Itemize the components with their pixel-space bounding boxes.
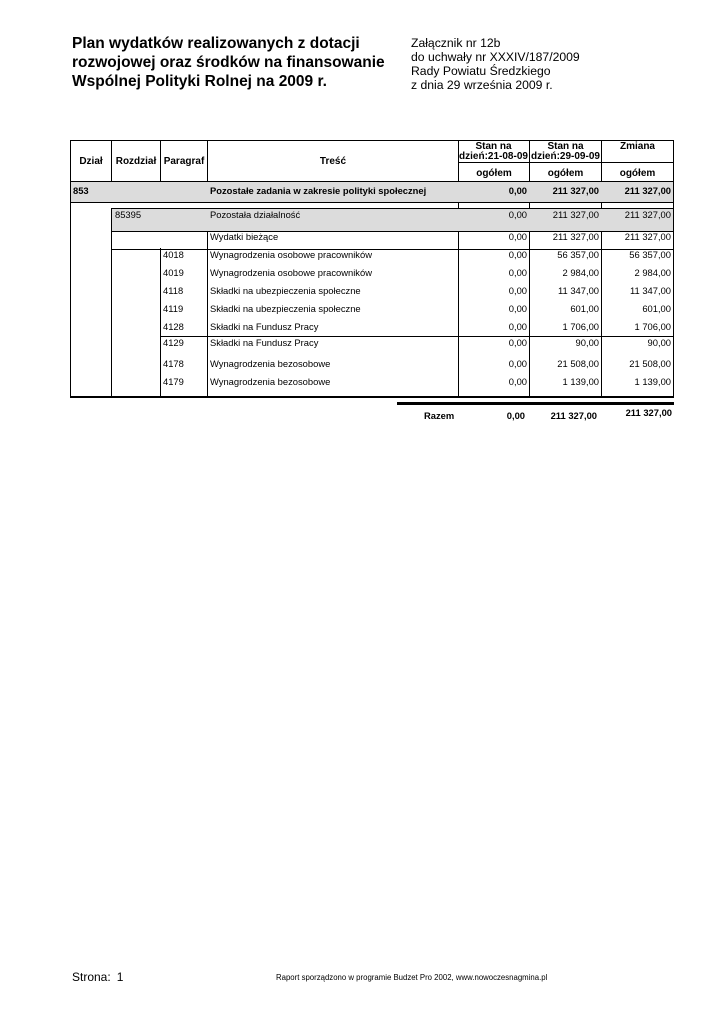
cell-paragraf: 4129 xyxy=(163,337,184,348)
table-row xyxy=(160,318,673,337)
cell-zmiana: 2 984,00 xyxy=(634,267,671,278)
cell-rozdzial xyxy=(112,182,160,200)
cell-tresc: Składki na ubezpieczenia społeczne xyxy=(210,303,361,314)
cell-paragraf: 4019 xyxy=(163,267,184,278)
cell-zmiana: 11 347,00 xyxy=(629,285,671,296)
cell-tresc: Pozostałe zadania w zakresie polityki społecznej xyxy=(210,185,427,196)
cell-stan1: 0,00 xyxy=(508,249,527,260)
cell-paragraf: 4178 xyxy=(163,358,184,369)
header-stan1-top: Stan na xyxy=(475,141,512,152)
header-ogolem-zmiana: ogółem xyxy=(619,168,656,179)
table-row xyxy=(71,355,673,373)
total-label: Razem xyxy=(424,410,455,421)
cell-zmiana: 601,00 xyxy=(642,303,671,314)
annex-line-3: Rady Powiatu Średzkiego xyxy=(411,64,551,78)
annex-line-1: Załącznik nr 12b xyxy=(411,36,501,50)
table-row xyxy=(71,300,673,318)
cell-stan2: 11 347,00 xyxy=(557,285,599,296)
cell-stan1: 0,00 xyxy=(508,303,527,314)
cell-zmiana: 21 508,00 xyxy=(629,358,671,369)
cell-zmiana: 1 139,00 xyxy=(634,376,671,387)
cell-tresc: Wynagrodzenia bezosobowe xyxy=(210,358,331,369)
cell-stan1: 0,00 xyxy=(508,358,527,369)
cell-tresc: Wynagrodzenia osobowe pracowników xyxy=(210,267,372,278)
table-header xyxy=(71,140,673,182)
total-stan2: 211 327,00 xyxy=(550,410,597,421)
header-tresc: Treść xyxy=(319,156,347,167)
header-paragraf: Paragraf xyxy=(163,156,205,167)
cell-stan2: 56 357,00 xyxy=(557,249,599,260)
cell-tresc: Składki na Fundusz Pracy xyxy=(210,321,319,332)
total-row xyxy=(397,402,674,421)
cell-tresc: Pozostała działalność xyxy=(210,209,301,220)
cell-zmiana: 211 327,00 xyxy=(624,209,671,220)
cell-tresc: Składki na Fundusz Pracy xyxy=(210,337,319,348)
table-row xyxy=(71,337,673,355)
cell-stan1: 0,00 xyxy=(508,209,527,220)
page-indicator xyxy=(72,970,123,984)
header-stan2-top: Stan na xyxy=(547,141,584,152)
cell-stan1: 0,00 xyxy=(508,231,527,242)
header-rozdzial: Rozdział xyxy=(115,156,157,167)
cell-stan2: 1 706,00 xyxy=(562,321,599,332)
cell-stan2: 1 139,00 xyxy=(562,376,599,387)
header-stan1-date: dzień:21-08-09 xyxy=(459,151,528,162)
annex-line-2: do uchwały nr XXXIV/187/2009 xyxy=(411,50,580,64)
cell-zmiana: 1 706,00 xyxy=(634,321,671,332)
cell-dzial: 853 xyxy=(73,185,89,196)
cell-paragraf: 4118 xyxy=(163,285,184,296)
document-title: Plan wydatków realizowanych z dotacji rozwojowej oraz środków na finansowanie Wspólnej Polityki Rolnej na 2009 r. xyxy=(72,35,385,90)
cell-tresc: Wynagrodzenia bezosobowe xyxy=(210,376,331,387)
table-row xyxy=(71,373,673,391)
cell-paragraf: 4128 xyxy=(163,321,184,332)
cell-stan1: 0,00 xyxy=(508,267,527,278)
annex-note xyxy=(411,36,580,92)
table-row xyxy=(112,208,673,232)
cell-stan2: 601,00 xyxy=(570,303,599,314)
cell-zmiana: 90,00 xyxy=(647,337,671,348)
annex-line-4: z dnia 29 września 2009 r. xyxy=(411,78,553,92)
report-note: Raport sporządzono w programie Budzet Pro 2002, www.nowoczesnagmina.pl xyxy=(276,973,548,982)
cell-zmiana: 211 327,00 xyxy=(624,185,671,196)
header-ogolem-stan1: ogółem xyxy=(476,168,512,179)
cell-tresc: Składki na ubezpieczenia społeczne xyxy=(210,285,361,296)
table-row xyxy=(71,182,673,203)
cell-paragraf: 4018 xyxy=(163,249,184,260)
table-row xyxy=(71,282,673,300)
cell-stan2: 21 508,00 xyxy=(557,358,599,369)
cell-stan2: 211 327,00 xyxy=(552,231,599,242)
total-zmiana: 211 327,00 xyxy=(625,407,672,418)
page-label: Strona: xyxy=(72,970,111,984)
table-row xyxy=(71,246,673,264)
cell-stan1: 0,00 xyxy=(508,337,527,348)
cell-paragraf: 4119 xyxy=(163,303,184,314)
cell-stan1: 0,00 xyxy=(508,321,527,332)
cell-paragraf: 4179 xyxy=(163,376,184,387)
cell-stan2: 211 327,00 xyxy=(552,185,599,196)
cell-stan2: 90,00 xyxy=(575,337,599,348)
header-stan2-date: dzień:29-09-09 xyxy=(531,151,600,162)
cell-zmiana: 211 327,00 xyxy=(624,231,671,242)
cell-stan1: 0,00 xyxy=(508,185,527,196)
header-dzial: Dział xyxy=(79,156,103,167)
expenditure-table xyxy=(70,140,674,398)
table-row xyxy=(71,264,673,282)
cell-tresc: Wydatki bieżące xyxy=(210,231,279,242)
page-number: 1 xyxy=(116,970,124,984)
header-ogolem-stan2: ogółem xyxy=(547,168,584,179)
cell-stan1: 0,00 xyxy=(508,376,527,387)
cell-tresc: Wynagrodzenia osobowe pracowników xyxy=(210,249,372,260)
cell-stan2: 211 327,00 xyxy=(552,209,599,220)
header-zmiana: Zmiana xyxy=(619,141,655,152)
cell-rozdzial: 85395 xyxy=(115,209,142,220)
cell-zmiana: 56 357,00 xyxy=(629,249,671,260)
total-stan1: 0,00 xyxy=(506,410,525,421)
cell-stan2: 2 984,00 xyxy=(562,267,599,278)
cell-paragraf xyxy=(161,182,207,200)
cell-stan1: 0,00 xyxy=(508,285,527,296)
